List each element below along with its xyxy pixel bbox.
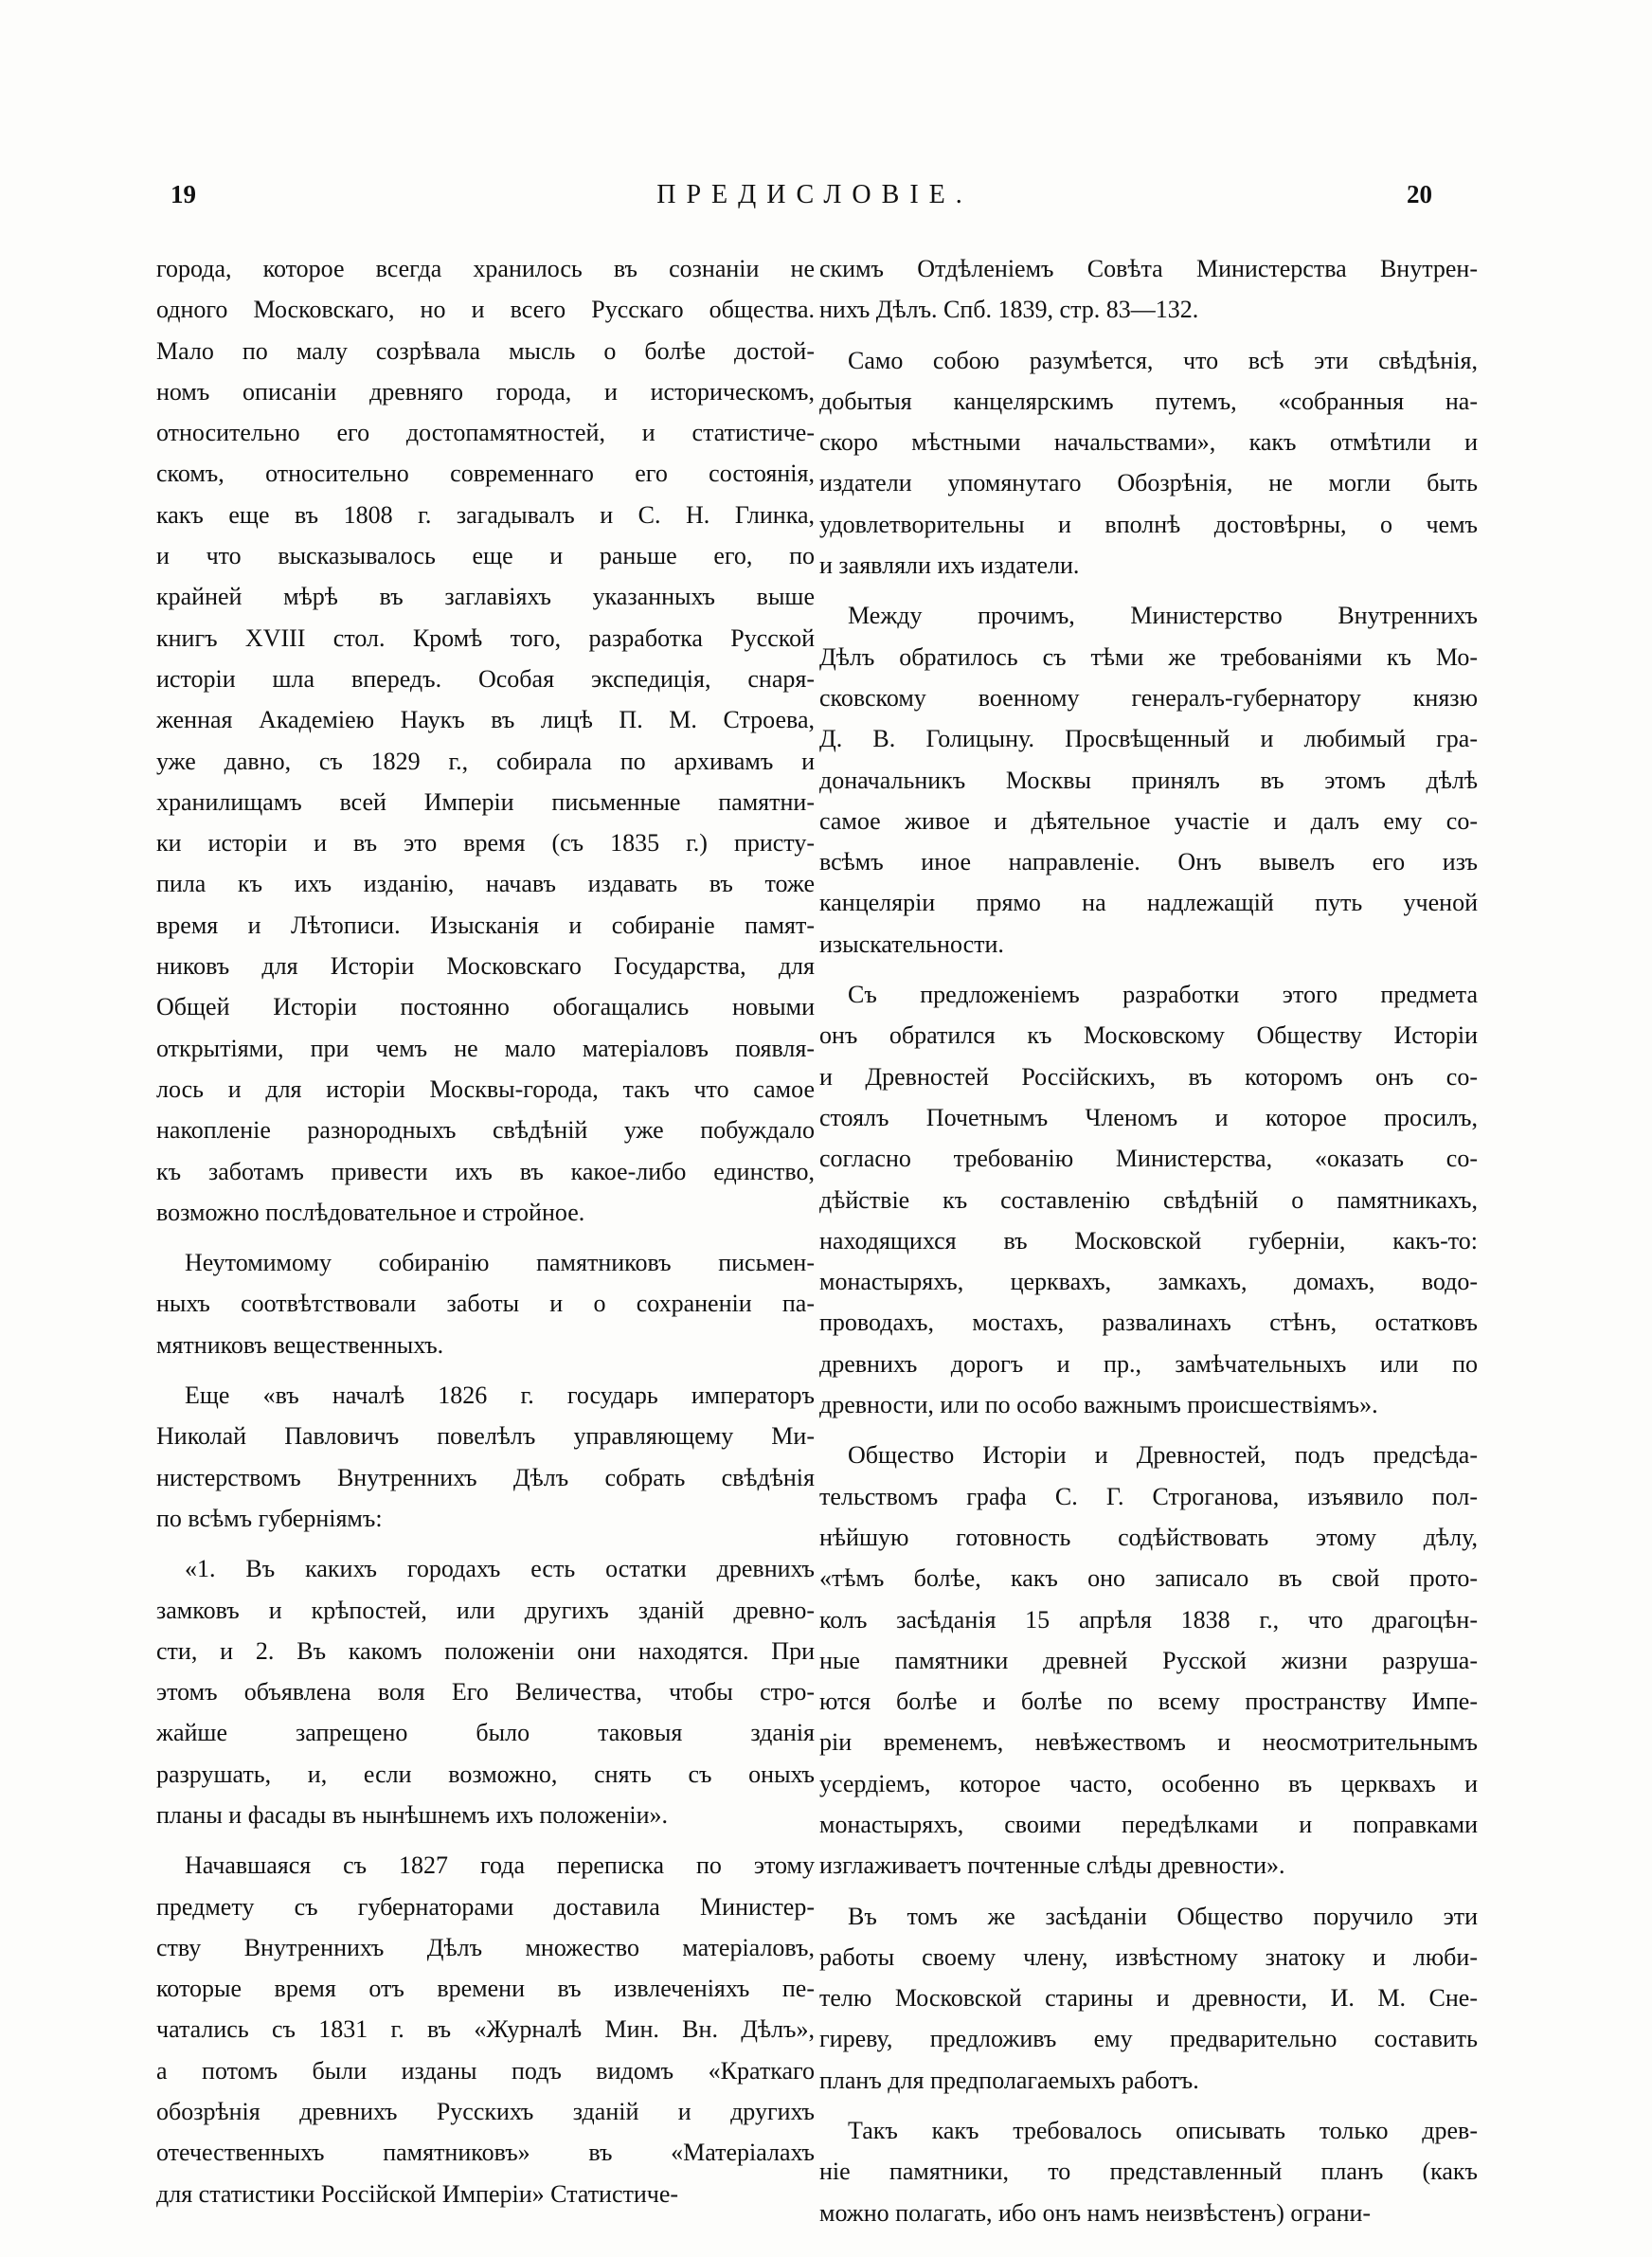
text-line: ются болѣе и болѣе по всему пространству Импе- [819, 1688, 1478, 1716]
text-line: колъ засѣданія 15 апрѣля 1838 г., что драгоцѣн- [819, 1605, 1478, 1634]
paragraph [156, 1242, 815, 1365]
text-line: отечественныхъ памятниковъ» въ «Матеріалахъ [156, 2139, 815, 2167]
paragraph [156, 248, 815, 1233]
text-line: сковскому военному генералъ-губернатору князю [819, 683, 1478, 712]
text-line: и заявляли ихъ издатели. [819, 551, 1080, 580]
text-line: какъ еще въ 1808 г. загадывалъ и С. Н. Глинка, [156, 500, 815, 529]
text-line: по всѣмъ губерніямъ: [156, 1504, 383, 1532]
paragraph [819, 2110, 1478, 2233]
text-line: монастыряхъ, своими передѣлками и поправками [819, 1810, 1478, 1838]
text-line: нѣйшую готовность содѣйствовать этому дѣлу, [819, 1523, 1478, 1551]
text-line: Неутомимому собиранію памятниковъ письмен- [185, 1249, 815, 1277]
text-line: самое живое и дѣятельное участіе и далъ ему со- [819, 806, 1478, 835]
text-line: проводахъ, мостахъ, развалинахъ стѣнъ, остатковъ [819, 1309, 1478, 1337]
text-line: сти, и 2. Въ какомъ положеніи они находятся. При [156, 1636, 815, 1665]
text-line: доначальникъ Москвы принялъ въ этомъ дѣлѣ [819, 766, 1478, 794]
text-line: обозрѣнія древнихъ Русскихъ зданій и другихъ [156, 2098, 815, 2126]
paragraph [156, 1845, 815, 2214]
text-line: и Древностей Россійскихъ, въ которомъ онъ со- [819, 1062, 1478, 1091]
text-line: добытыя канцелярскимъ путемъ, «собранныя на- [819, 387, 1478, 415]
text-line: города, которое всегда хранилось въ сознаніи не [156, 255, 815, 282]
text-line: находящихся въ Московской губерніи, какъ-то: [819, 1226, 1478, 1255]
text-line: и что высказывалось еще и раньше его, по [156, 542, 815, 570]
page-header [0, 180, 1652, 226]
text-line: ные памятники древней Русской жизни разруша- [819, 1646, 1478, 1674]
paragraph [156, 1375, 815, 1539]
text-line: исторіи шла впередъ. Особая экспедиція, снаря- [156, 664, 815, 693]
text-line: Еще «въ началѣ 1826 г. государь императоръ [185, 1381, 815, 1410]
page-number-right: 20 [1407, 180, 1432, 208]
text-line: которые время отъ времени въ извлеченіяхъ пе- [156, 1975, 815, 2003]
text-line: скимъ Отдѣленіемъ Совѣта Министерства Внутрен- [819, 255, 1478, 282]
text-line: скомъ, относительно современнаго его состоянія, [156, 460, 815, 488]
text-line: стоялъ Почетнымъ Членомъ и которое просилъ, [819, 1103, 1478, 1131]
text-line: Дѣлъ обратилось съ тѣми же требованіями къ Мо- [819, 642, 1478, 671]
text-line: телю Московской старины и древности, И. М. Сне- [819, 1984, 1478, 2013]
text-line: Николай Павловичъ повелѣлъ управляющему Ми- [156, 1422, 815, 1451]
text-line: ныхъ соотвѣтствовали заботы и о сохраненіи па- [156, 1290, 815, 1318]
text-line: этомъ объявлена воля Его Величества, чтобы стро- [156, 1678, 815, 1706]
text-line: разрушать, и, если возможно, снять съ оныхъ [156, 1760, 815, 1788]
text-line: «1. Въ какихъ городахъ есть остатки древнихъ [185, 1555, 815, 1583]
text-line: мятниковъ вещественныхъ. [156, 1330, 444, 1359]
text-line: монастыряхъ, церквахъ, замкахъ, домахъ, водо- [819, 1268, 1478, 1296]
paragraph [819, 340, 1478, 587]
paragraph [156, 1548, 815, 1835]
text-line: Д. В. Голицыну. Просвѣщенный и любимый гра- [819, 725, 1478, 753]
text-line: тельствомъ графа С. Г. Строганова, изъявило пол- [819, 1482, 1478, 1510]
paragraph [819, 1435, 1478, 1886]
text-line: предмету съ губернаторами доставила Министер- [156, 1892, 815, 1921]
text-line: никовъ для Исторіи Московскаго Государства, для [156, 952, 815, 981]
running-title: ПРЕДИСЛОВІЕ. [656, 180, 973, 209]
text-line: канцеляріи прямо на надлежащій путь ученой [819, 889, 1478, 917]
paragraph [819, 974, 1478, 1425]
text-line: планы и фасады въ нынѣшнемъ ихъ положеніи». [156, 1800, 669, 1829]
text-line: изглаживаетъ почтенные слѣды древности». [819, 1851, 1285, 1880]
text-line: жайше запрещено было таковыя зданія [156, 1719, 815, 1747]
text-line: гиреву, предложивъ ему предварительно составить [819, 2025, 1478, 2053]
text-line: уже давно, съ 1829 г., собирала по архивамъ и [156, 747, 815, 775]
text-line: одного Московскаго, но и всего Русскаго общества. [156, 296, 815, 324]
text-line: Съ предложеніемъ разработки этого предмета [848, 981, 1478, 1009]
text-line: относительно его достопамятностей, и статистиче- [156, 419, 815, 447]
left-column [156, 248, 815, 2224]
text-line: Въ томъ же засѣданіи Общество поручило эти [848, 1902, 1478, 1930]
text-line: ріи временемъ, невѣжествомъ и неосмотрительнымъ [819, 1728, 1478, 1757]
text-line: Такъ какъ требовалось описывать только древ- [848, 2117, 1478, 2145]
text-line: книгъ XVIII стол. Кромѣ того, разработка Русской [156, 623, 815, 652]
text-line: работы своему члену, извѣстному знатоку и люби- [819, 1942, 1478, 1971]
text-line: крайней мѣрѣ въ заглавіяхъ указанныхъ выше [156, 583, 815, 611]
text-line: древности, или по особо важнымъ происшествіямъ». [819, 1391, 1378, 1419]
text-line: усердіемъ, которое часто, особенно въ церквахъ и [819, 1769, 1478, 1797]
text-line: Мало по малу созрѣвала мысль о болѣе достой- [156, 336, 815, 365]
text-line: ки исторіи и въ это время (съ 1835 г.) присту- [156, 829, 815, 858]
text-line: изыскательности. [819, 930, 1004, 958]
text-line: всѣмъ иное направленіе. Онъ вывелъ его изъ [819, 848, 1478, 876]
text-line: Общей Исторіи постоянно обогащались новыми [156, 993, 815, 1021]
text-line: открытіями, при чемъ не мало матеріаловъ появля- [156, 1034, 815, 1062]
text-line: Само собою разумѣется, что всѣ эти свѣдѣнія, [848, 346, 1478, 374]
text-line: накопленіе разнородныхъ свѣдѣній уже побуждало [156, 1116, 815, 1145]
text-line: номъ описаніи древняго города, и историческомъ, [156, 377, 815, 406]
text-line: ству Внутреннихъ Дѣлъ множество матеріаловъ, [156, 1933, 815, 1961]
text-line: онъ обратился къ Московскому Обществу Исторіи [819, 1021, 1478, 1050]
text-line: дѣйствіе къ составленію свѣдѣній о памятникахъ, [819, 1185, 1478, 1214]
text-line: время и Лѣтописи. Изысканія и собираніе памят- [156, 911, 815, 939]
text-line: къ заботамъ привести ихъ въ какое-либо единство, [156, 1157, 815, 1185]
paragraph [819, 248, 1478, 331]
text-line: замковъ и крѣпостей, или другихъ зданій древно- [156, 1596, 815, 1624]
text-line: а потомъ были изданы подъ видомъ «Краткаго [156, 2056, 815, 2085]
text-line: пила къ ихъ изданію, начавъ издавать въ тоже [156, 870, 815, 898]
text-line: чатались съ 1831 г. въ «Журналѣ Мин. Вн. Дѣлъ», [156, 2015, 815, 2044]
text-line: древнихъ дорогъ и пр., замѣчательныхъ или по [819, 1349, 1478, 1378]
text-line: хранилищамъ всей Имперіи письменные памятни- [156, 787, 815, 816]
text-line: Начавшаяся съ 1827 года переписка по этому [185, 1851, 815, 1880]
text-line: нихъ Дѣлъ. Спб. 1839, стр. 83—132. [819, 296, 1199, 324]
text-line: Между прочимъ, Министерство Внутреннихъ [848, 602, 1478, 630]
text-line: «тѣмъ болѣе, какъ оно записало въ свой прото- [819, 1564, 1478, 1593]
page-number-left: 19 [171, 180, 196, 208]
text-line: ніе памятники, то представленный планъ (какъ [819, 2158, 1478, 2186]
text-line: женная Академіею Наукъ въ лицѣ П. М. Строева, [156, 706, 815, 734]
text-line: нистерствомъ Внутреннихъ Дѣлъ собрать свѣдѣнія [156, 1463, 815, 1491]
paragraph [819, 595, 1478, 965]
text-line: планъ для предполагаемыхъ работъ. [819, 2066, 1199, 2094]
right-column [819, 248, 1478, 2243]
text-line: скоро мѣстными начальствами», какъ отмѣтили и [819, 428, 1478, 457]
text-line: возможно послѣдовательное и стройное. [156, 1198, 585, 1226]
text-line: издатели упомянутаго Обозрѣнія, не могли быть [819, 469, 1478, 497]
text-line: удовлетворительны и вполнѣ достовѣрны, о чемъ [819, 510, 1478, 538]
text-line: лось и для исторіи Москвы-города, такъ что самое [156, 1074, 815, 1103]
text-line: согласно требованію Министерства, «оказать со- [819, 1145, 1478, 1173]
text-line: для статистики Россійской Имперіи» Статистиче- [156, 2179, 679, 2208]
paragraph [819, 1896, 1478, 2101]
text-line: Общество Исторіи и Древностей, подъ предсѣда- [848, 1441, 1478, 1470]
text-line: можно полагать, ибо онъ намъ неизвѣстенъ) ограни- [819, 2198, 1372, 2227]
